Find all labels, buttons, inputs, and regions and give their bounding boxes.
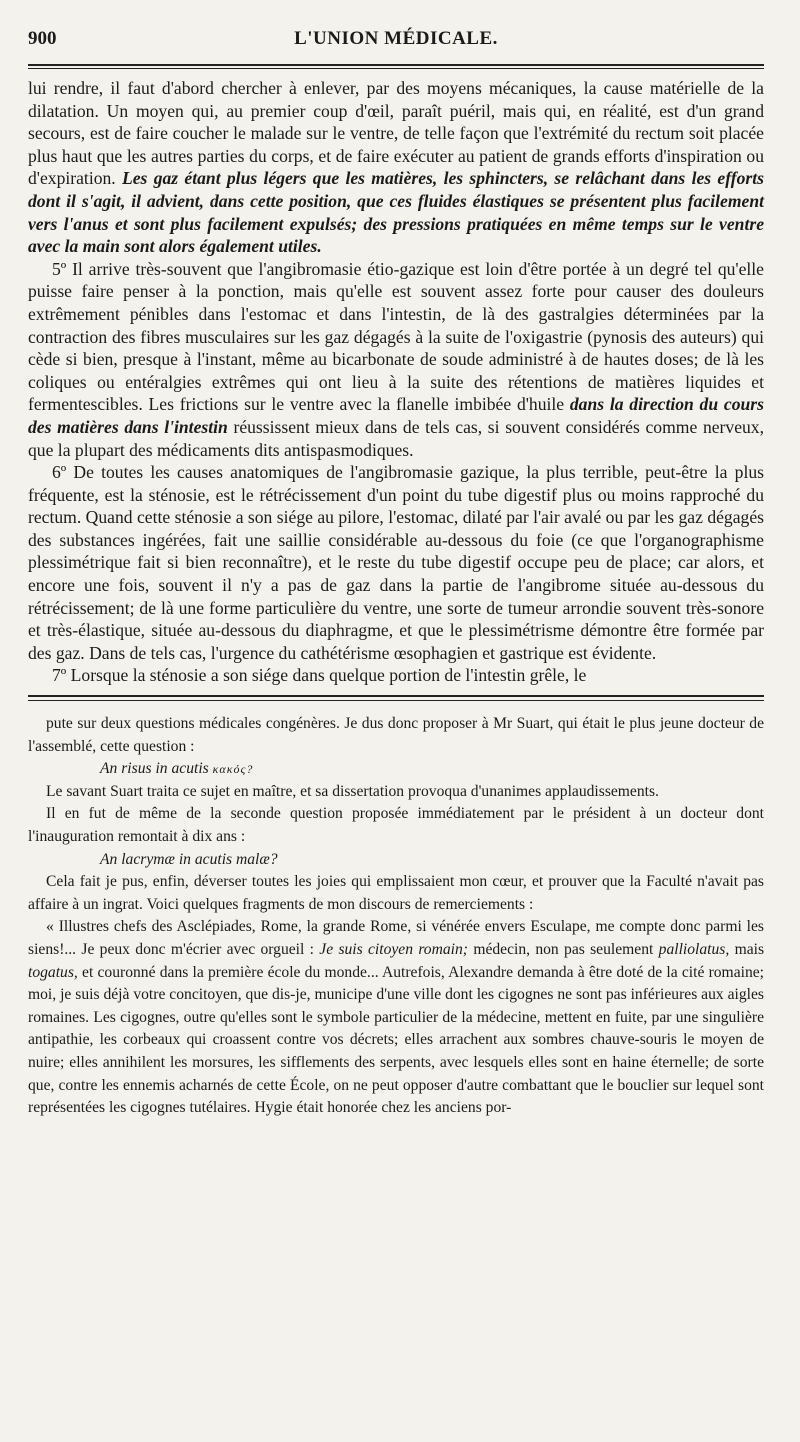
paragraph-text: pute sur deux questions médicales congénères. Je dus donc proposer à Mr Suart, qui était le plus jeune docteur de l'assemblé, cette question : <box>28 715 764 755</box>
running-title: L'UNION MÉDICALE. <box>294 28 498 49</box>
italic-phrase: palliolatus, <box>658 940 730 958</box>
paragraph-text: 7º Lorsque la sténosie a son siége dans quelque portion de l'intestin grêle, le <box>52 665 587 686</box>
paragraph-point-6 <box>28 461 764 664</box>
speech-paragraph <box>28 916 764 1119</box>
italic-passage: dans la direction du cours des matières dans l'intestin <box>28 394 764 437</box>
question-text: An lacrymæ in acutis malæ? <box>100 850 278 868</box>
paragraph-text: Le savant Suart traita ce sujet en maître, et sa dissertation provoqua d'unanimes applaudissements. <box>46 782 659 800</box>
paragraph-text: réussissent mieux dans de tels cas, si souvent considérés comme nerveux, que la plupart des médicaments dits antispasmodiques. <box>28 416 765 460</box>
feuilleton-paragraph <box>28 871 764 916</box>
question-two <box>28 849 764 872</box>
paragraph-text: 6º De toutes les causes anatomiques de l'angibromasie gazique, la plus terrible, peut-être la plus fréquente, est la sténosie, est le rétrécissement d'un point du tube digestif plus ou moins rapproché du rectum. Quand cette sténosie a son siége au pilore, l'estomac, dilaté par l'air avalé ou par les gaz dégagés des substances ingérées, fait une saillie considérable au-dessous du foie (ce que l'organographisme plessimétrique fait si bien reconnaître), et le reste du tube digestif occupe peu de place; car alors, et encore une fois, souvent il n'y a pas de gaz dans la partie de l'angibrome située au-dessous du rétrécissement; de là une forme particulière du ventre, une sorte de tumeur arrondie souvent très-sonore et très-élastique, située au-dessous du diaphragme, et que le plessimétrisme démontre être formée par des gaz. Dans de tels cas, l'urgence du cathétérisme œsophagien et gastrique est évidente. <box>28 462 764 663</box>
feuilleton-paragraph <box>28 713 764 758</box>
feuilleton-paragraph <box>28 803 764 848</box>
page-number: 900 <box>28 28 57 49</box>
page-header <box>28 18 764 60</box>
question-greek: κακός? <box>212 762 254 777</box>
question-text: An risus in acutis <box>100 760 209 778</box>
paragraph-text: lui rendre, il faut d'abord chercher à enlever, par des moyens mécaniques, la cause matérielle de la dilatation. Un moyen qui, au premier coup d'œil, paraît puéril, mais qui, en réalité, est d'un grand secours, est de faire coucher le malade sur le ventre, de telle façon que l'extrémité du rectum soit placée plus haut que les autres parties du corps, et de faire exécuter au patient de grands efforts d'inspiration ou d'expiration. <box>28 78 764 189</box>
paragraph-point-7 <box>28 664 764 687</box>
paragraph-text: Il en fut de même de la seconde question proposée immédiatement par le président à un docteur dont l'inauguration remontait à dix ans : <box>28 805 764 845</box>
paragraph-text: mais <box>734 940 765 958</box>
paragraph-text: « Illustres chefs des Asclépiades, Rome, la grande Rome, si vénérée envers Esculape, me compte donc parmi les siens!... Je peux donc m'écrier avec orgueil : <box>28 918 764 958</box>
italic-phrase: togatus, <box>28 963 78 981</box>
paragraph-text: 5º Il arrive très-souvent que l'angibromasie étio-gazique est loin d'être portée à un degré tel qu'elle puisse faire penser à la ponction, mais qu'elle est souvent assez forte pour causer des douleurs extrêmement pénibles dans l'estomac et dans l'intestin, de là des gastralgies déterminées par la contraction des fibres musculaires sur les gaz dégagés à la suite de l'oxigastrie (pynosis des auteurs) qui cède si bien, presque à l'instant, même au bicarbonate de soude administré à de hautes doses; de là les coliques ou entéralgies extrêmes qui ont lieu à la suite des rétentions de matières liquides et fermentescibles. Les frictions sur le ventre avec la flanelle imbibée d'huile <box>28 258 764 415</box>
page <box>28 18 764 1120</box>
question-one <box>28 758 764 781</box>
paragraph-dilatation <box>28 77 764 258</box>
feuilleton <box>28 713 764 1120</box>
paragraph-text: médecin, non pas seulement <box>473 940 654 958</box>
paragraph-point-5 <box>28 258 764 461</box>
paragraph-text: Cela fait je pus, enfin, déverser toutes les joies qui emplissaient mon cœur, et prouver que la Faculté n'avait pas affaire à un ingrat. Voici quelques fragments de mon discours de remerciements : <box>28 873 764 913</box>
paragraph-text: et couronné dans la première école du monde... Autrefois, Alexandre demanda à être doté de la cité romaine; moi, je suis déjà votre concitoyen, que dis-je, municipe d'une ville dont les cigognes ne sont pas inférieures aux aigles romaines. Les cigognes, outre qu'elles sont le symbole particulier de la médecine, mettent en fuite, par une singulière antipathie, les corbeaux qui croassent contre vos décrets; elles arrachent aux sombres chauve-souris le moyen de nuire; elles annihilent les morsures, les sifflements des serpents, avec lesquels elles sont en haine éternelle; de sorte que, contre les ennemis acharnés de cette École, on ne peut opposer d'autre combattant que le bouclier sur lequel sont représentées les cigognes tutélaires. Hygie était honorée chez les anciens por- <box>28 963 764 1117</box>
italic-passage: Les gaz étant plus légers que les matières, les sphincters, se relâchant dans les efforts dont il s'agit, il advient, dans cette position, que ces fluides élastiques se présentent plus facilement vers l'anus et sont plus facilement expulsés; des pressions pratiquées en même temps sur le ventre avec la main sont alors également utiles. <box>28 168 764 257</box>
italic-phrase: Je suis citoyen romain; <box>319 940 468 958</box>
main-article <box>28 77 764 687</box>
feuilleton-separator <box>28 695 764 701</box>
header-rule <box>28 64 764 69</box>
feuilleton-paragraph <box>28 781 764 804</box>
